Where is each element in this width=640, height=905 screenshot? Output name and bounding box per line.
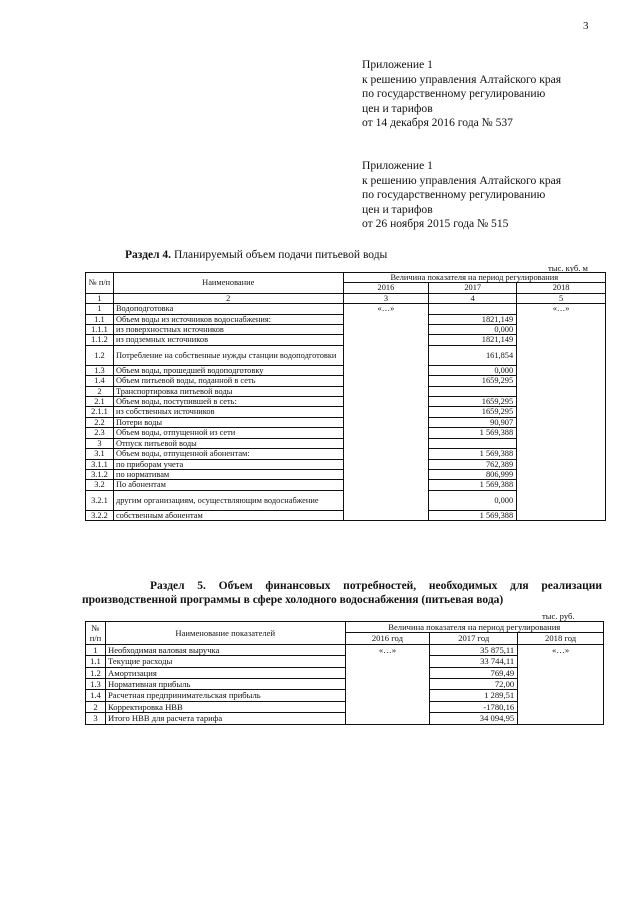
row-number: 2.1.1 <box>86 407 114 417</box>
row-value <box>429 386 517 396</box>
header-year: 2016 <box>343 283 429 293</box>
placeholder-cell: «…» <box>517 304 606 521</box>
row-name: Необходимая валовая выручка <box>105 644 345 655</box>
table-row <box>86 304 606 314</box>
row-number: 2 <box>86 701 106 712</box>
section4-table <box>85 272 606 521</box>
row-name: Объем воды, отпущенной из сети <box>113 428 343 438</box>
row-number: 1.1.1 <box>86 325 114 335</box>
row-number: 3.2.1 <box>86 490 114 510</box>
section4-title <box>125 249 387 261</box>
row-value: 161,854 <box>429 345 517 365</box>
row-name: Водоподготовка <box>113 304 343 314</box>
row-number: 1 <box>86 644 106 655</box>
row-value: 35 875,11 <box>430 644 518 655</box>
row-value: 1659,295 <box>429 376 517 386</box>
row-name: Объем воды, прошедшей водоподготовку <box>113 365 343 375</box>
row-name: Объем воды, отпущенной абонентам: <box>113 449 343 459</box>
row-value: -1780,16 <box>430 701 518 712</box>
row-number: 3.1 <box>86 449 114 459</box>
col-number: 4 <box>429 293 517 303</box>
section5-table <box>85 621 604 725</box>
annex-line: от 26 ноября 2015 года № 515 <box>362 217 509 231</box>
row-value: 1821,149 <box>429 335 517 345</box>
row-value: 1 569,388 <box>429 449 517 459</box>
placeholder-cell: «…» <box>345 644 430 724</box>
header-period: Величина показателя на период регулирования <box>343 273 606 283</box>
row-number: 3.2 <box>86 480 114 490</box>
row-name: Объем воды, поступившей в сеть: <box>113 397 343 407</box>
row-name: Объем питьевой воды, поданной в сеть <box>113 376 343 386</box>
row-value: 769,49 <box>430 667 518 678</box>
annex-line: Приложение 1 <box>362 159 433 172</box>
row-number: 3.1.1 <box>86 459 114 469</box>
row-number: 1.2 <box>86 345 114 365</box>
row-name: другим организациям, осуществляющим водоснабжение <box>113 490 343 510</box>
row-value: 34 094,95 <box>430 713 518 724</box>
row-name: Нормативная прибыль <box>105 679 345 690</box>
row-name: из подземных источников <box>113 335 343 345</box>
row-value: 33 744,11 <box>430 656 518 667</box>
row-number: 1.1.2 <box>86 335 114 345</box>
section5-title <box>82 579 602 607</box>
annex-line: по государственному регулированию <box>362 87 546 101</box>
row-name: по нормативам <box>113 469 343 479</box>
row-value: 1821,149 <box>429 314 517 324</box>
header-year: 2017 <box>429 283 517 293</box>
section4-label: Раздел 4. <box>125 249 172 261</box>
row-name: по приборам учета <box>113 459 343 469</box>
row-number: 1 <box>86 304 114 314</box>
row-value: 1 569,388 <box>429 510 517 520</box>
row-value: 1 569,388 <box>429 480 517 490</box>
header-name: Наименование <box>113 273 343 294</box>
section4-unit: тыс. куб. м <box>548 263 588 273</box>
placeholder-cell: «…» <box>343 304 429 521</box>
row-name: По абонентам <box>113 480 343 490</box>
placeholder-cell: «…» <box>518 644 604 724</box>
header-name: Наименование показателей <box>105 622 345 645</box>
row-number: 1.2 <box>86 667 106 678</box>
row-value: 1659,295 <box>429 407 517 417</box>
page-number: 3 <box>583 20 589 32</box>
annex-current <box>362 58 561 131</box>
col-number: 2 <box>113 293 343 303</box>
row-number: 1.4 <box>86 690 106 701</box>
annex-line: к решению управления Алтайского края <box>362 173 562 187</box>
row-number: 2.3 <box>86 428 114 438</box>
col-number: 5 <box>517 293 606 303</box>
row-name: Расчетная предпринимательская прибыль <box>105 690 345 701</box>
table-row <box>86 644 604 655</box>
row-value <box>429 438 517 448</box>
row-value: 72,00 <box>430 679 518 690</box>
row-number: 3 <box>86 438 114 448</box>
row-number: 2.2 <box>86 417 114 427</box>
col-number: 3 <box>343 293 429 303</box>
header-year: 2018 <box>517 283 606 293</box>
row-number: 2 <box>86 386 114 396</box>
row-value: 762,389 <box>429 459 517 469</box>
row-number: 1.3 <box>86 679 106 690</box>
row-value: 1 569,388 <box>429 428 517 438</box>
annex-line: Приложение 1 <box>362 58 433 71</box>
row-number: 3.1.2 <box>86 469 114 479</box>
annex-line: к решению управления Алтайского края <box>362 72 562 86</box>
row-name: из собственных источников <box>113 407 343 417</box>
row-value: 1 289,51 <box>430 690 518 701</box>
section4-title-text: Планируемый объем подачи питьевой воды <box>173 249 388 261</box>
section5-unit: тыс. руб. <box>542 611 575 621</box>
header-year: 2016 год <box>345 633 430 644</box>
row-name: из поверхностных источников <box>113 325 343 335</box>
annex-previous <box>362 159 561 232</box>
annex-line: цен и тарифов <box>362 101 433 115</box>
row-number: 1.3 <box>86 365 114 375</box>
row-name: Амортизация <box>105 667 345 678</box>
row-number: 2.1 <box>86 397 114 407</box>
header-year: 2018 год <box>518 633 604 644</box>
row-name: Потери воды <box>113 417 343 427</box>
col-number: 1 <box>86 293 114 303</box>
row-value: 0,000 <box>429 490 517 510</box>
row-number: 1.4 <box>86 376 114 386</box>
row-name: Отпуск питьевой воды <box>113 438 343 448</box>
row-value: 806,999 <box>429 469 517 479</box>
row-name: Итого НВВ для расчета тарифа <box>105 713 345 724</box>
annex-line: от 14 декабря 2016 года № 537 <box>362 116 513 130</box>
row-number: 1.1 <box>86 314 114 324</box>
header-num: № п/п <box>86 622 106 645</box>
row-number: 3.2.2 <box>86 510 114 520</box>
header-period: Величина показателя на период регулирования <box>345 622 603 633</box>
row-name: Текущие расходы <box>105 656 345 667</box>
row-value: 0,000 <box>429 365 517 375</box>
row-name: Корректировка НВВ <box>105 701 345 712</box>
row-number: 3 <box>86 713 106 724</box>
row-name: Потребление на собственные нужды станции водоподготовки <box>113 345 343 365</box>
header-year: 2017 год <box>430 633 518 644</box>
row-value <box>429 304 517 314</box>
row-name: Транспортировка питьевой воды <box>113 386 343 396</box>
row-name: собственным абонентам <box>113 510 343 520</box>
header-num: № п/п <box>86 273 114 294</box>
section5-title-text: Объем финансовых потребностей, необходимых для реализации производственной программы в сфере холодного водоснабжения (питьевая вода) <box>82 580 603 606</box>
row-value: 0,000 <box>429 325 517 335</box>
row-value: 90,907 <box>429 417 517 427</box>
row-number: 1.1 <box>86 656 106 667</box>
section5-label: Раздел 5. <box>150 580 206 592</box>
annex-line: цен и тарифов <box>362 202 433 216</box>
row-name: Объем воды из источников водоснабжения: <box>113 314 343 324</box>
annex-line: по государственному регулированию <box>362 188 546 202</box>
row-value: 1659,295 <box>429 397 517 407</box>
